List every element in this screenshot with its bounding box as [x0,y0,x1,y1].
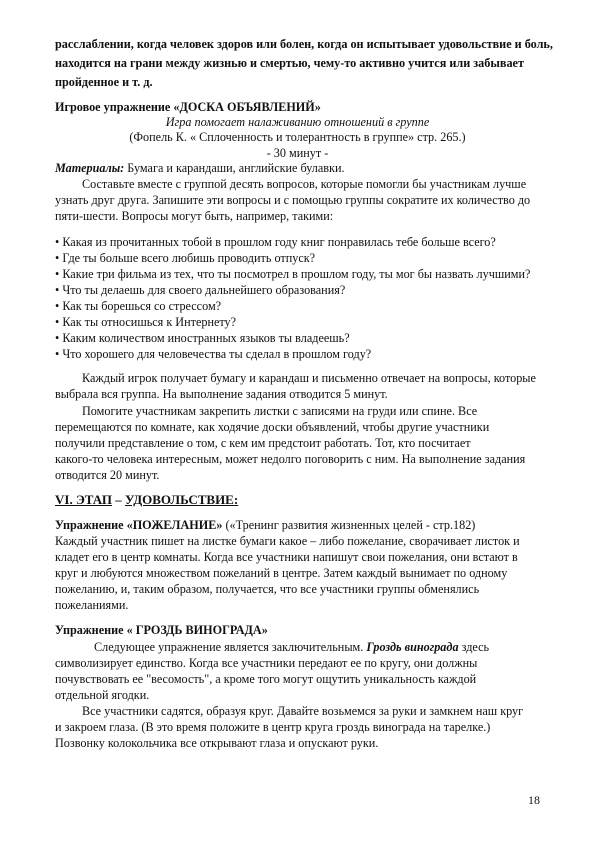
intro-line-3: пройденное и т. д. [55,75,153,89]
paragraph-line: выбрала вся группа. На выполнение задания отводится 5 минут. [55,387,388,401]
paragraph-line: пожеланиями. [55,598,129,612]
question-item: • Где ты больше всего любишь проводить отпуск? [55,251,316,265]
materials-label: Материалы: [55,161,125,175]
paragraph-line: Каждый участник пишет на листке бумаги какое – либо пожелание, сворачивает листок и [55,534,520,548]
exercise-title: Упражнение «ПОЖЕЛАНИЕ» [55,518,223,532]
paragraph-line: Помогите участникам закрепить листки с записями на груди или спине. Все [82,404,478,418]
stage-heading [55,493,238,506]
question-item: • Какая из прочитанных тобой в прошлом году книг понравилась тебе больше всего? [55,235,496,249]
paragraph-line: отдельной ягодки. [55,688,150,702]
exercise-source: (Фопель К. « Сплоченность и толерантность в группе» стр. 265.) [129,130,466,144]
question-item: • Как ты относишься к Интернету? [55,315,237,329]
intro-line-1: расслаблении, когда человек здоров или болен, когда он испытывает удовольствие и боль, [55,37,553,51]
paragraph-line: узнать друг друга. Запишите эти вопросы и с помощью группы сократите их количество до [55,193,531,207]
exercise-source: («Тренинг развития жизненных целей - стр.182) [222,518,476,532]
paragraph-line: пожеланию, и, таким образом, получается, что все участники группы обменялись [55,582,480,596]
exercise-heading [55,519,475,531]
paragraph-line: круг и любуются множеством пожеланий в центре. Затем каждый вынимает по одному [55,566,508,580]
text-run: Следующее упражнение является заключительным. [94,640,367,654]
paragraph-line: пяти-шести. Вопросы могут быть, например, такими: [55,209,334,223]
paragraph-line: какого-то человека интересным, может недолго поговорить с ним. На выполнение задания [55,452,526,466]
paragraph-line: кладет его в центр комнаты. Когда все участники напишут свои пожелания, они встают в [55,550,518,564]
question-item: • Что ты делаешь для своего дальнейшего образования? [55,283,346,297]
materials-text: Бумага и карандаши, английские булавки. [124,161,345,175]
stage-title: УДОВОЛЬСТВИЕ: [124,492,239,507]
question-item: • Как ты борешься со стрессом? [55,299,222,313]
paragraph-line: Каждый игрок получает бумагу и карандаш и письменно отвечает на вопросы, которые [82,371,536,385]
paragraph-line: Позвонку колокольчика все открывают глаза и опускают руки. [55,736,379,750]
intro-line-2: находится на грани между жизнью и смертью, чему-то активно учится или забывает [55,56,524,70]
page-number: 18 [528,793,540,807]
paragraph-line: символизирует единство. Когда все участники передают ее по кругу, они должны [55,656,478,670]
question-item: • Что хорошего для человечества ты сделал в прошлом году? [55,347,372,361]
paragraph-line: отводится 20 минут. [55,468,160,482]
text-run: здесь [458,640,490,654]
paragraph-line: перемещаются по комнате, как ходячие доски объявлений, чтобы другие участники [55,420,490,434]
paragraph-line: получили представление о том, с кем им предстоит работать. Тот, кто посчитает [55,436,471,450]
paragraph-line: почувствовать ее "весомость", а кроме того могут ощутить уникальность каждой [55,672,477,686]
materials-line [55,162,345,174]
exercise-title: Упражнение « ГРОЗДЬ ВИНОГРАДА» [55,623,268,637]
exercise-duration: - 30 минут - [266,146,329,160]
paragraph-line: и закроем глаза. (В это время положите в центр круга гроздь винограда на тарелке.) [55,720,491,734]
paragraph-line: Составьте вместе с группой десять вопросов, которые помогли бы участникам лучше [82,177,527,191]
paragraph-line [94,641,489,653]
exercise-title: Игровое упражнение «ДОСКА ОБЪЯВЛЕНИЙ» [55,100,321,114]
question-item: • Какие три фильма из тех, что ты посмотрел в прошлом году, ты мог бы назвать лучшими? [55,267,531,281]
stage-dash: – [111,492,125,507]
emphasis-text: Гроздь винограда [366,640,459,654]
paragraph-line: Все участники садятся, образуя круг. Давайте возьмемся за руки и замкнем наш круг [82,704,524,718]
stage-number: VI. ЭТАП [55,492,112,507]
question-item: • Каким количеством иностранных языков ты владеешь? [55,331,350,345]
exercise-subtitle: Игра помогает налаживанию отношений в группе [165,115,430,129]
